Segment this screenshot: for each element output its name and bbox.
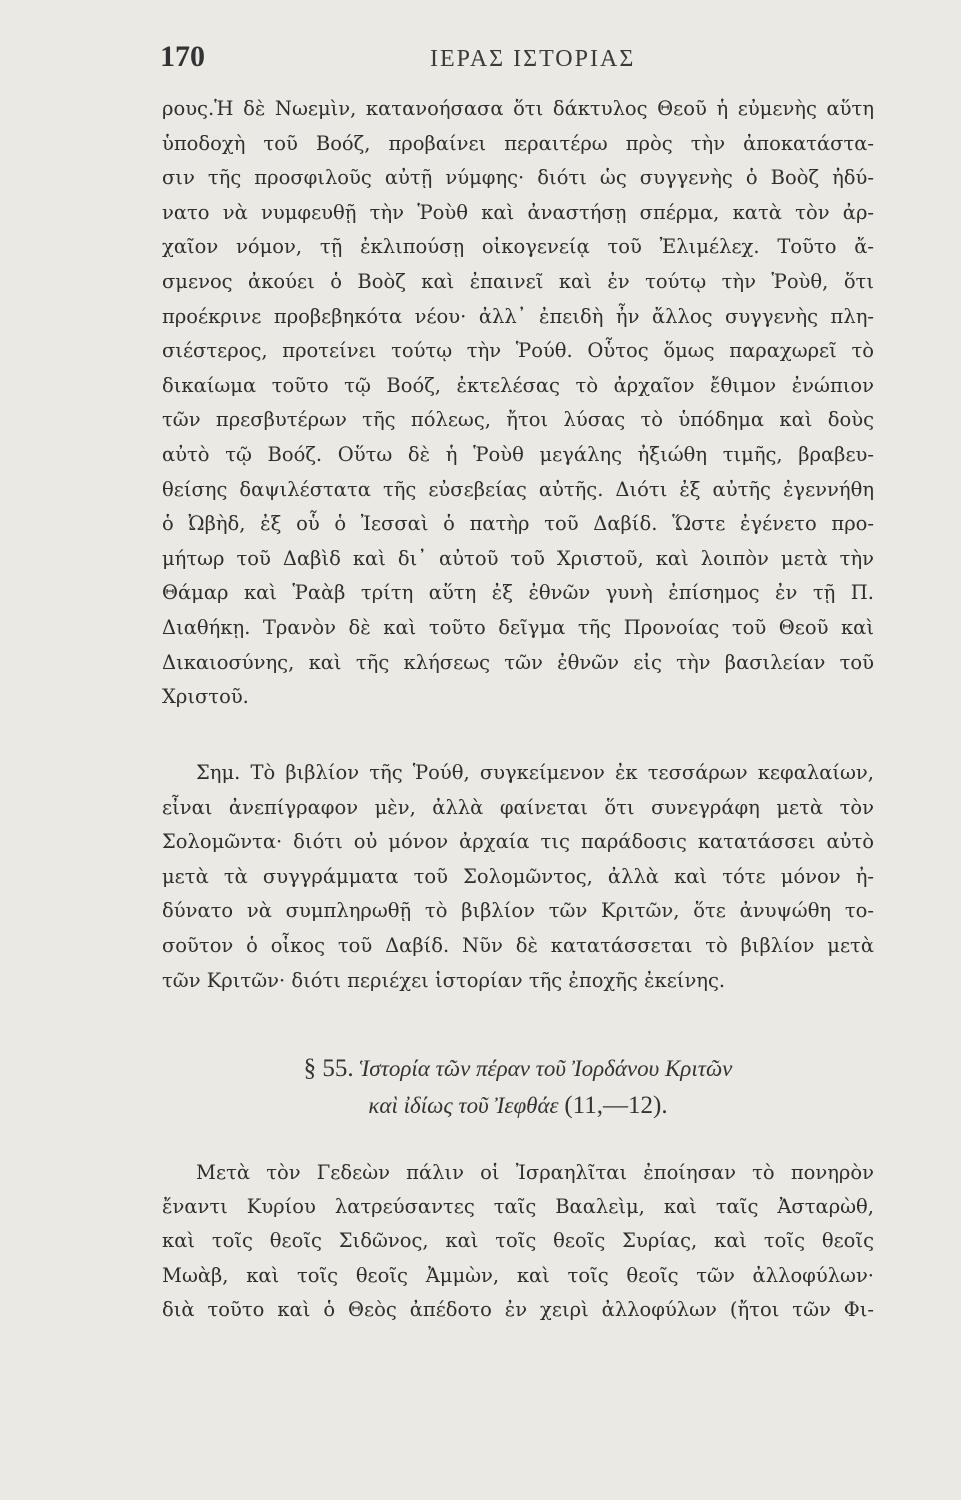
text-line: μετὰ τὰ συγγράμματα τοῦ Σολομῶντος, ἀλλὰ καὶ τότε μόνον ἠ-: [162, 864, 874, 888]
text-line: Μετὰ τὸν Γεδεὼν πάλιν οἱ Ἰσραηλῖται ἐποίησαν τὸ πονηρὸν: [196, 1161, 874, 1184]
text-line: Σολομῶντα· διότι οὐ μόνον ἀρχαία τις παράδοσις κατατάσσει αὐτὸ: [162, 830, 874, 854]
text-line: διὰ τοῦτο καὶ ὁ Θεὸς ἀπέδοτο ἐν χειρὶ ἀλλοφύλων (ἤτοι τῶν Φι-: [162, 1297, 874, 1321]
text-line: Χριστοῦ.: [162, 685, 249, 709]
text-line: σιν τῆς προσφιλοῦς αὐτῇ νύμφης· διότι ὡς συγγενὴς ὁ Βοὸζ ἠδύ-: [162, 166, 874, 190]
section-reference: (11,—12).: [564, 1092, 668, 1119]
page-header: [160, 40, 880, 80]
text-line: αὐτὸ τῷ Βοόζ. Οὕτω δὲ ἡ Ῥοὺθ μεγάλης ἠξιώθη τιμῆς, βραβευ-: [162, 442, 874, 466]
text-line: ὑποδοχὴ τοῦ Βοόζ, προβαίνει περαιτέρω πρὸς τὴν ἀποκατάστα-: [162, 131, 874, 155]
text-line: δύνατο νὰ συμπληρωθῇ τὸ βιβλίον τῶν Κριτῶν, ὅτε ἀνυψώθη το-: [162, 899, 874, 923]
section-number: § 55.: [303, 1055, 354, 1082]
paragraph-ruth-story: [162, 92, 874, 715]
text-line: καὶ τοῖς θεοῖς Σιδῶνος, καὶ τοῖς θεοῖς Συρίας, καὶ τοῖς θεοῖς: [162, 1229, 874, 1253]
text-line: σμενος ἀκούει ὁ Βοὸζ καὶ ἐπαινεῖ καὶ ἐν τούτῳ τὴν Ῥοὺθ, ὅτι: [162, 269, 874, 293]
text-line: τῶν πρεσβυτέρων τῆς πόλεως, ἤτοι λύσας τὸ ὑπόδημα καὶ δοὺς: [162, 408, 874, 432]
text-line: προέκρινε προβεβηκότα νέου· ἀλλ᾽ ἐπειδὴ ἦν ἄλλος συγγενὴς πλη-: [162, 304, 874, 328]
paragraph-section-text: [162, 1156, 874, 1327]
text-line: ὁ Ὠβὴδ, ἐξ οὗ ὁ Ἰεσσαὶ ὁ πατὴρ τοῦ Δαβίδ. Ὥστε ἐγένετο προ-: [162, 512, 874, 536]
running-title: ΙΕΡΑΣ ΙΣΤΟΡΙΑΣ: [430, 46, 636, 72]
text-line: εἶναι ἀνεπίγραφον μὲν, ἀλλὰ φαίνεται ὅτι συνεγράφη μετὰ τὸν: [162, 795, 874, 819]
text-line: σοῦτον ὁ οἶκος τοῦ Δαβίδ. Νῦν δὲ κατατάσσεται τὸ βιβλίον μετὰ: [162, 933, 874, 957]
text-line: δικαίωμα τοῦτο τῷ Βοόζ, ἐκτελέσας τὸ ἀρχαῖον ἔθιμον ἐνώπιον: [162, 373, 874, 397]
text-line: Σημ. Τὸ βιβλίον τῆς Ῥούθ, συγκείμενον ἐκ τεσσάρων κεφαλαίων,: [196, 761, 874, 784]
page-number: 170: [160, 40, 205, 73]
text-line: Διαθήκῃ. Τρανὸν δὲ καὶ τοῦτο δεῖγμα τῆς Προνοίας τοῦ Θεοῦ καὶ: [162, 615, 874, 639]
text-line: νατο νὰ νυμφευθῇ τὴν Ῥοὺθ καὶ ἀναστήσῃ σπέρμα, κατὰ τὸν ἀρ-: [162, 200, 874, 224]
text-line: ἔναντι Κυρίου λατρεύσαντες ταῖς Βααλεὶμ, καὶ ταῖς Ἀσταρὼθ,: [162, 1195, 874, 1219]
text-line: μήτωρ τοῦ Δαβὶδ καὶ δι᾽ αὐτοῦ τοῦ Χριστοῦ, καὶ λοιπὸν μετὰ τὴν: [162, 546, 874, 570]
text-line: Μωὰβ, καὶ τοῖς θεοῖς Ἀμμὼν, καὶ τοῖς θεοῖς τῶν ἀλλοφύλων·: [162, 1263, 874, 1287]
text-line: τῶν Κριτῶν· διότι περιέχει ἱστορίαν τῆς ἐποχῆς ἐκείνης.: [162, 968, 726, 992]
section-heading: [162, 1050, 874, 1124]
text-line: χαῖον νόμον, τῇ ἐκλιπούσῃ οἰκογενείᾳ τοῦ Ἐλιμέλεχ. Τοῦτο ἄ-: [162, 235, 874, 259]
text-line: σιέστερος, προτείνει τούτῳ τὴν Ῥούθ. Οὗτος ὅμως παραχωρεῖ τὸ: [162, 339, 874, 363]
text-line: θείσης δαψιλέστατα τῆς εὐσεβείας αὐτῆς. Διότι ἐξ αὐτῆς ἐγεννήθη: [162, 477, 874, 501]
text-line: ρους.Ἡ δὲ Νωεμὶν, κατανοήσασα ὅτι δάκτυλος Θεοῦ ἡ εὐμενὴς αὕτη: [162, 97, 874, 120]
section-title-line1: Ἱστορία τῶν πέραν τοῦ Ἰορδάνου Κριτῶν: [359, 1056, 733, 1081]
section-title-line2: καὶ ἰδίως τοῦ Ἰεφθάε: [368, 1093, 559, 1118]
text-line: Θάμαρ καὶ Ῥαὰβ τρίτη αὕτη ἐξ ἐθνῶν γυνὴ ἐπίσημος ἐν τῇ Π.: [162, 581, 874, 605]
text-line: Δικαιοσύνης, καὶ τῆς κλήσεως τῶν ἐθνῶν εἰς τὴν βασιλείαν τοῦ: [162, 650, 874, 674]
paragraph-note: [162, 756, 874, 998]
